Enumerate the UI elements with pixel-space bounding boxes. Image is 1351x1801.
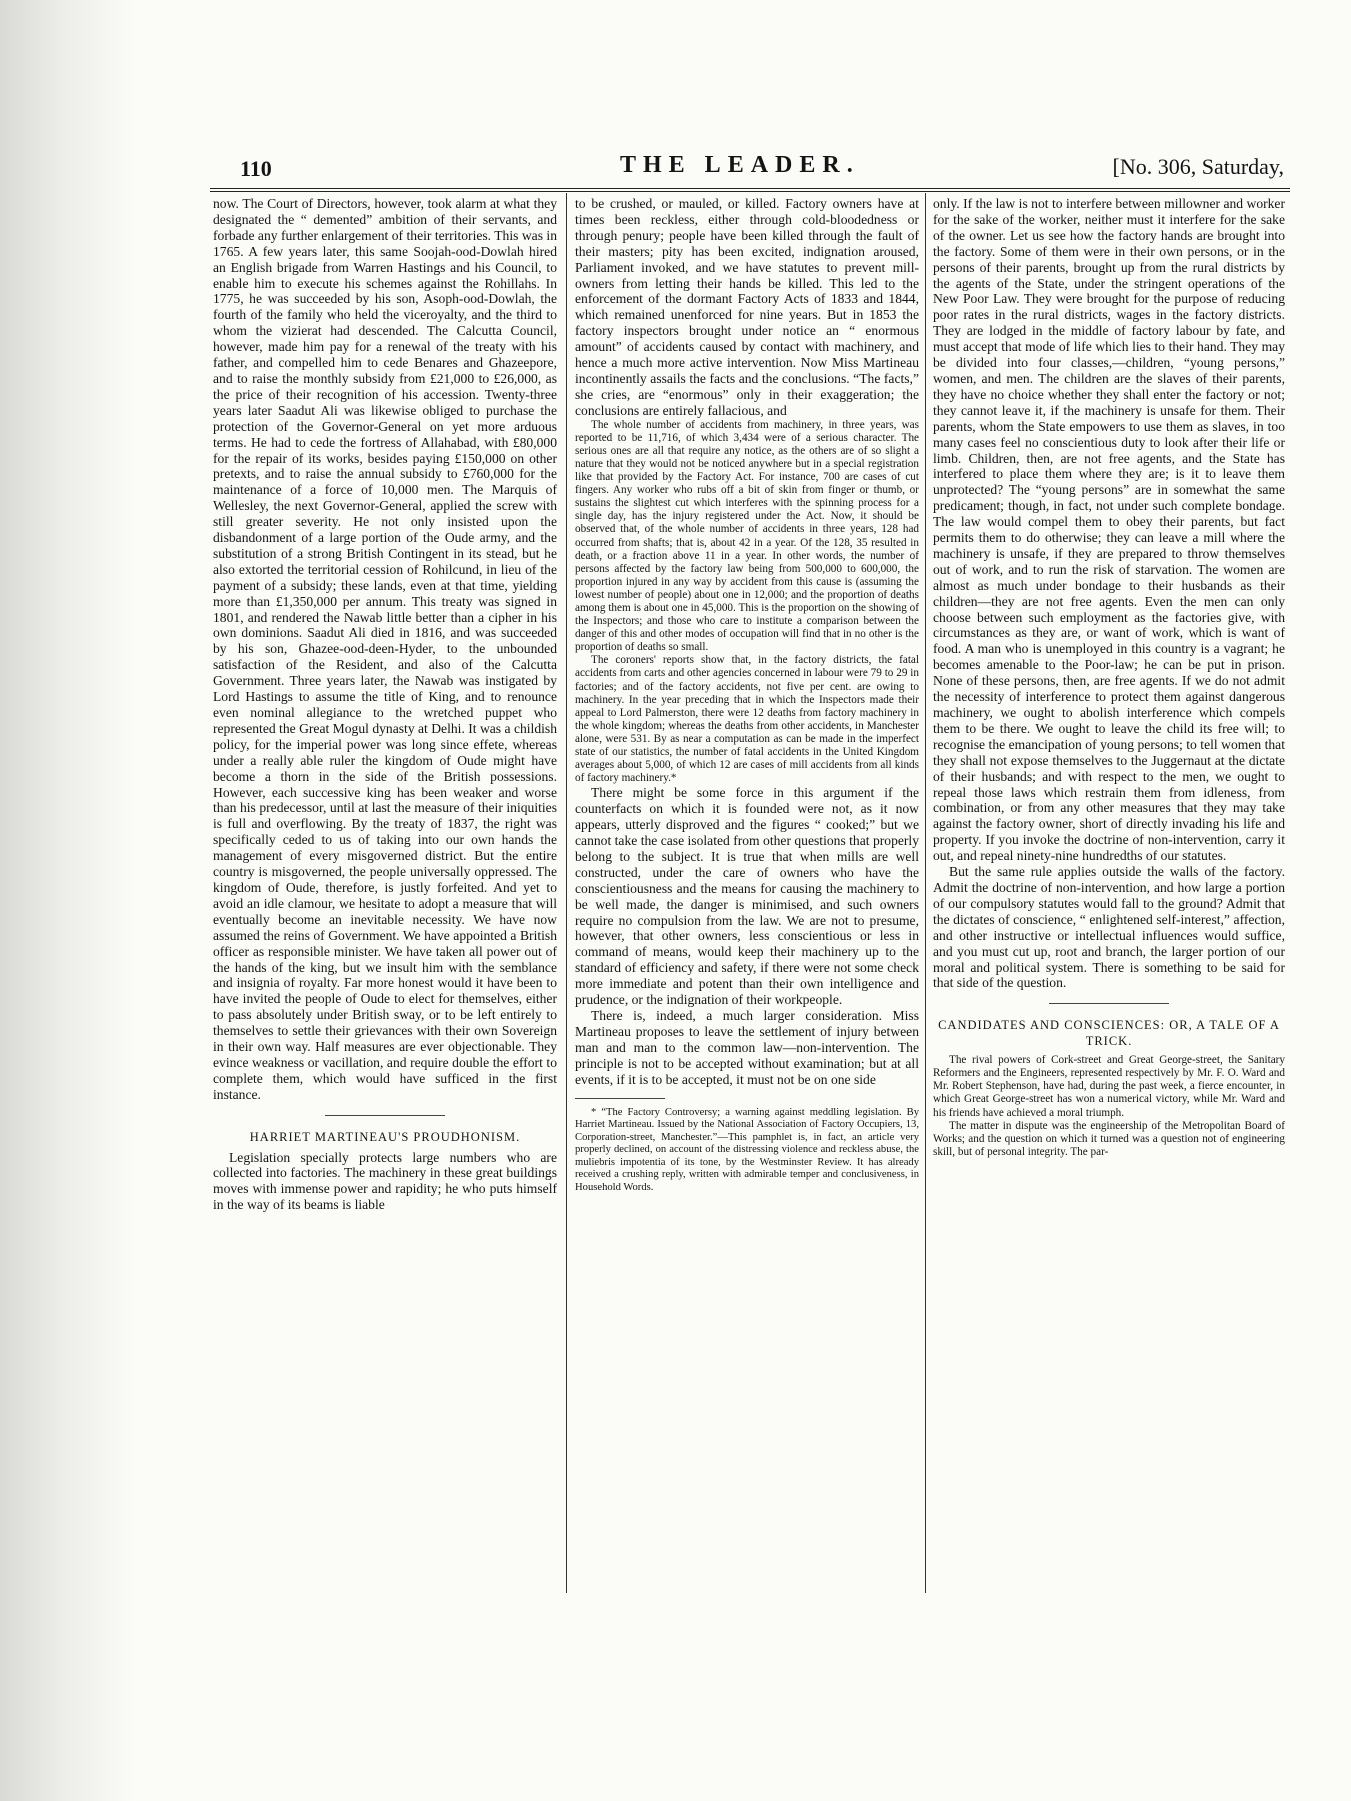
col3-paragraph-4: The matter in dispute was the engineership of the Metropolitan Board of Works; and the question on which it turned was a question not of engineering skill, but of personal integrity. The par-: [933, 1119, 1285, 1158]
page-binding-shadow: [0, 0, 135, 1801]
issue-info: [No. 306, Saturday,: [1112, 154, 1284, 179]
col3-article-heading: CANDIDATES AND CONSCIENCES: OR, A TALE OF A TRICK.: [938, 1018, 1280, 1049]
col1-paragraph-1: now. The Court of Directors, however, took alarm at what they designated the “ demented” ambition of their servants, and forbade any further enlargement of their territories. This was in 1765. A few years later, this same Soojah-ood-Dowlah hired an English brigade from Warren Hastings and his Council, to enable him to execute his schemes against the Rohillahs. In 1775, he was succeeded by his son, Asoph-ood-Dowlah, the fourth of the family who held the viceroyalty, and the third to whom the vizierat had descended. The Calcutta Council, however, made him pay for a renewal of the treaty with his father, and compelled him to cede Benares and Ghazeepore, and to raise the monthly subsidy from £21,000 to £26,000, as the price of their recognition of his accession. Twenty-three years later Saadut Ali was likewise obliged to purchase the protection of the Governor-General on yet more arduous terms. He had to cede the fortress of Allahabad, with £80,000 for the repair of its works, besides paying £150,000 on other pretexts, and to raise the annual subsidy to £760,000 for the maintenance of a force of 10,000 men. The Marquis of Wellesley, the next Governor-General, applied the screw with still greater severity. He not only insisted upon the disbandonment of a large portion of the Oude army, and the substitution of a strong British Contingent in its stead, but he also extorted the territorial cession of Rohilcund, in lieu of the payment of a subsidy; these lands, even at that time, yielding more than £1,350,000 per annum. This treaty was signed in 1801, and rendered the Nawab little better than a cipher in his own dominions. Saadut Ali died in 1816, and was succeeded by his son, Ghazee-ood-deen-Hyder, to the unbounded satisfaction of the Resident, and also of the Calcutta Government. Three years later, the Nawab was instigated by Lord Hastings to assume the title of King, and to renounce even nominal allegiance to the wretched puppet who represented the Great Mogul dynasty at Delhi. It was a childish policy, for the imperial power was long since effete, whereas under a really able ruler the kingdom of Oude might have become a thorn in the side of the British possessions. However, each successive king has been weaker and worse than his predecessor, until at last the measure of their iniquities is full and overflowing. By the treaty of 1837, the right was specifically ceded to us of taking into our own hands the management of every misgoverned district. But the entire country is misgoverned, the people universally oppressed. The kingdom of Oude, therefore, is justly forfeited. And yet to avoid an idle clamour, we hesitate to adopt a measure that will eventually become an inevitable necessity. We have now assumed the reins of Government. We have appointed a British officer as responsible minister. We have taken all power out of the hands of the king, but we insult him with the semblance and insignia of royalty. Far more honest would it have been to have invited the people of Oude to elect for themselves, either to pass absolutely under British sway, or to be left entirely to themselves to settle their grievances with their own Sovereign in their own way. Half measures are ever objectionable. They evince weakness or vacillation, and require double the effort to complete them, which would have sufficed in the first instance.: [213, 196, 557, 1102]
col3-paragraph-2: But the same rule applies outside the walls of the factory. Admit the doctrine of non-intervention, and how large a portion of our compulsory statutes would fall to the ground? Admit that the dictates of conscience, “ enlightened self-interest,” affection, and other instructive or intellectual influences would suffice, and you must cut up, root and branch, the larger portion of our moral and political system. There is something to be said for that side of the question.: [933, 864, 1285, 991]
header-rule-lower: [210, 191, 1290, 192]
col2-paragraph-3: There is, indeed, a much larger consideration. Miss Martineau proposes to leave the settlement of injury between man and man to the common law—non-intervention. The principle is not to be accepted without examination; but at all events, if it is to be accepted, it must not be on one side: [575, 1008, 919, 1087]
column-1: [213, 196, 557, 1213]
masthead-title: THE LEADER.: [620, 152, 860, 178]
header-rule: [210, 188, 1290, 189]
footnote-rule: [575, 1098, 665, 1099]
column-divider-1: [566, 193, 567, 1593]
column-3: [933, 196, 1285, 1159]
col1-paragraph-2: Legislation specially protects large numbers who are collected into factories. The machinery in these great buildings moves with immense power and rapidity; he who puts himself in the way of its beams is liable: [213, 1149, 557, 1213]
page-number: 110: [240, 156, 272, 181]
col2-quotation-2: The coroners' reports show that, in the factory districts, the fatal accidents from carts and other agencies concerned in labour were 79 to 29 in factories; and of the factory accidents, not five per cent. are owing to machinery. In the year preceding that in which the Inspectors made their appeal to Lord Palmerston, there were 12 deaths from factory machinery in the whole kingdom; whereas the deaths from other accidents, in Manchester alone, were 531. By as near a computation as can be made in the imperfect state of our statistics, the number of fatal accidents in the United Kingdom averages about 5,000, of which 12 are cases of mill accidents from all kinds of factory machinery.*: [575, 654, 919, 785]
column-divider-2: [925, 193, 926, 1593]
col2-footnote: * “The Factory Controversy; a warning against meddling legislation. By Harriet Martineau. Issued by the National Association of Factory Occupiers, 13, Corporation-street, Manchester.”—This pamphlet is, in fact, an article very properly declined, on account of the distressing violence and reckless abuse, the muliebris impotentia of its tone, by the Westminster Review. It has already received a crushing reply, written with admirable temper and conclusiveness, in Household Words.: [575, 1106, 919, 1193]
col1-article-heading: HARRIET MARTINEAU'S PROUDHONISM.: [249, 1129, 521, 1144]
col3-paragraph-3: The rival powers of Cork-street and Great George-street, the Sanitary Reformers and the Engineers, represented respectively by Mr. F. O. Ward and Mr. Robert Stephenson, have had, during the past week, a fierce encounter, in which Great George-street has won a numerical victory, while Mr. Ward and his friends have achieved a moral triumph.: [933, 1054, 1285, 1119]
section-rule: [325, 1115, 445, 1116]
col3-paragraph-1: only. If the law is not to interfere between millowner and worker for the sake of the worker, neither must it interfere for the sake of the owner. Let us see how the factory hands are brought into the factory. Some of them were in their own persons, or in the persons of their parents, brought up from the rural districts by the agents of the State, under the stringent operations of the New Poor Law. They were brought for the purpose of reducing poor rates in the rural districts, wages in the factory districts. They are lodged in the middle of factory labour by fate, and must accept that mode of life which lies to their hand. They may be divided into four classes,—children, “young persons,” women, and men. The children are the slaves of their parents, they have no choice whether they shall enter the factory or not; they cannot leave it, if the machinery is unsafe for them. Their parents, whom the State empowers to use them as slaves, in too many cases feel no conscientious duty to look after their life or limb. Children, then, are not free agents, and the State has interfered to place them where they are; is it to leave them unprotected? The “young persons” are in somewhat the same predicament; though, in fact, not under such complete bondage. The law would compel them to obey their parents, but fact permits them to do otherwise; they can leave a mill where the machinery is unsafe, if they are prepared to throw themselves out of work, and to run the risk of starvation. The women are almost as much under bondage to their husbands as their children—they are not free agents. Even the men can only choose between such employment as the factories give, with circumstances as they are, or want of work, which is want of food. A man who is unemployed in this country is a vagrant; he becomes amenable to the Poor-law; he can be put in prison. None of these persons, then, are free agents. If we do not admit the necessity of interference to protect them against dangerous machinery, we ought to abolish interference which compels them to be there. We ought to leave the child its free will; to recognise the emancipation of young persons; to tell women that they shall not expose themselves to the Juggernaut at the dictate of their husbands; and with respect to the men, we ought to repeal those laws which restrain them from idleness, from combination, or from any other measures that they may take against the factory owner, short of directly invading his life and property. If you invoke the doctrine of non-intervention, carry it out, and repeal ninety-nine hundredths of our statutes.: [933, 196, 1285, 864]
col2-quotation-1: The whole number of accidents from machinery, in three years, was reported to be 11,716, of which 3,434 were of a serious character. The serious ones are all that require any notice, as the others are of so slight a nature that they would not be noticed anywhere but in a special registration like that provided by the Factory Act. For instance, 700 are cases of cut fingers. Any worker who rubs off a bit of skin from finger or thumb, or sustains the slightest cut which interferes with the spinning process for a single day, has the injury registered under the Act. Now, it should be observed that, of the whole number of accidents in three years, 128 had occurred from shafts; that is, about 42 in a year. Of the 128, 35 resulted in death, or a fraction above 11 in a year. In other words, the number of persons affected by the factory law being from 500,000 to 600,000, the proportion injured in any way by accident from this cause is (assuming the lowest number of people) about one in 12,000; and the proportion of deaths among them is about one in 45,000. This is the proportion on the showing of the Inspectors; and those who care to institute a comparison between the danger of this and other modes of occupation will find that in no other is the proportion of deaths so small.: [575, 418, 919, 654]
page-header: [210, 152, 1290, 188]
section-rule-2: [1049, 1003, 1169, 1004]
col2-paragraph-1: to be crushed, or mauled, or killed. Factory owners have at times been reckless, either through cold-bloodedness or through penury; people have been killed through the fault of their masters; pity has been excited, indignation aroused, Parliament invoked, and we have statutes to prevent mill-owners from letting their hands be killed. This led to the enforcement of the dormant Factory Acts of 1833 and 1844, which remained unenforced for nine years. But in 1853 the factory inspectors brought under notice an “ enormous amount” of accidents caused by contact with machinery, and hence a much more active intervention. Now Miss Martineau incontinently assails the facts and the conclusions. “The facts,” she cries, are “enormous” only in their exaggeration; the conclusions are entirely fallacious, and: [575, 196, 919, 418]
column-2: [575, 196, 919, 1194]
col2-paragraph-2: There might be some force in this argument if the counterfacts on which it is founded were not, as it now appears, utterly disproved and the figures “ cooked;” but we cannot take the case isolated from other questions that properly belong to the subject. It is true that when mills are well constructed, under the care of owners who have the conscientiousness and the means for causing the machinery to be well made, the danger is minimised, and such owners require no compulsion from the law. We are not to presume, however, that other owners, less conscientious or less in command of means, would keep their machinery up to the standard of efficiency and safety, if there were not some check more immediate and potent than their own intelligence and prudence, or the indignation of their workpeople.: [575, 785, 919, 1008]
